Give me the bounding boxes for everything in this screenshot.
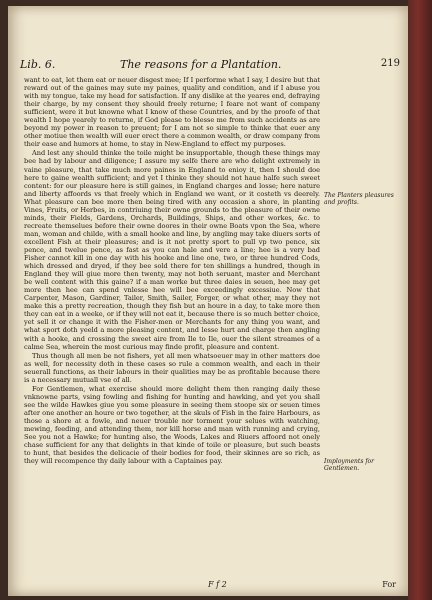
paragraph: Thus though all men be not fishers, yet all men whatsoeuer may in other matters doe as well, for necessity doth in these cases so rule a common wealth, and each in their seuerall functions, as their labours in their qualities may be as profitable because there is a necessary mutuall vse of all. bbox=[24, 351, 320, 384]
book-binding-edge bbox=[408, 0, 432, 600]
signature-mark: F f 2 bbox=[208, 580, 227, 589]
paragraph: For Gentlemen, what exercise should more delight them then ranging daily these vnknowne parts, vsing fowling and fishing for hunting and hawking, and yet you shall see the wilde Hawkes giue you some pleasure in seeing them stoope six or seuen times after one another an houre or two together, at the skuls of Fish in the faire Harbours, as those a shore at a fowle, and neuer trouble nor torment your selues with watching, mewing, feeding, and attending them, nor kill horse and man with running and crying, See you not a Hawke; for hunting also, the Woods, Lakes and Riuers affoord not onely chase sufficient for any that delights in that kinde of toile or pleasure, but such beasts to hunt, that besides the delicacie of their bodies for food, their skinnes are so rich, as they will recompence thy daily labour with a Captaines pay. bbox=[24, 384, 320, 466]
running-header bbox=[20, 58, 400, 74]
paragraph: And lest any should thinke the toile might be insupportable, though these things may bee had by labour and diligence; I assure my selfe there are who delight extremely in vaine pleasure, that take much more paines in England to enioy it, then I should doe here to gaine wealth sufficient; and yet I thinke they should not haue halfe such sweet content: for our pleasure here is still gaines, in England charges and losse; here nature and liberty affoords vs that freely which in England we want, or it costeth vs deerely. What pleasure can bee more then being tired with any occasion a shore, in planting Vines, Fruits, or Herbes, in contriuing their owne grounds to the pleasure of their owne minds, their Fields, Gardens, Orchards, Buildings, Ships, and other workes, &c. to recreate themselues before their owne doores in their owne Boats vpon the Sea, where man, woman and childe, with a small hooke and line, by angling may take diuers sorts of excellent Fish at their pleasures; and is it not pretty sport to pull vp two pence, six pence, and twelue pence, as fast as you can hale and vere a line; hee is a very bad Fisher cannot kill in one day with his hooke and line one, two, or three hundred Cods, which dressed and dryed, if they bee sold there for ten shillings a hundred, though in England they will giue more then twenty, may not both seruant, master and Merchant be well content with this gaine? if a man worke but three daies in seuen, hee may get more then hee can spend vnlesse hee will bee exceedingly excessiue. Now that Carpenter, Mason, Gardiner, Tailer, Smith, Sailer, Forger, or what other, may they not make this a pretty recreation, though they fish but an houre in a day, to take more then they can eat in a weeke, or if they will not eat it, because there is so much better choice, yet sell it or change it with the Fisher-men or Merchants for any thing you want, and what sport doth yeeld a more pleasing content, and lesse hurt and charge then angling with a hooke, and crossing the sweet aire from Ile to Ile, ouer the silent streames of a calme Sea, wherein the most curious may finde profit, pleasure and content. bbox=[24, 149, 320, 351]
book-page bbox=[8, 6, 408, 596]
paragraph: want to eat, let them eat or neuer disgest mee; If I performe what I say, I desire but that reward out of the gaines may sute my paines, quality and condition, and if I abuse you with my tongue, take my head for satisfaction. If any dislike at the yeares end, defraying their charge, by my consent they should freely returne; I feare not want of company sufficient, were it but knowne what I know of these Countries, and by the proofe of that wealth I hope yearely to returne, if God please to blesse me from such accidents as are beyond my power in reason to preuent; for I am not so simple to thinke that euer any other motiue then wealth will euer erect there a common wealth, or draw company from their ease and humors at home, to stay in New-England to effect my purposes. bbox=[24, 76, 320, 149]
page-number: 219 bbox=[380, 58, 400, 69]
margin-note-gentlemen: Imployments for Gentlemen. bbox=[324, 458, 375, 472]
body-text bbox=[24, 76, 320, 568]
catchword: For bbox=[382, 580, 396, 589]
running-title: The reasons for a Plantation. bbox=[120, 58, 282, 71]
book-number: Lib. 6. bbox=[20, 58, 56, 71]
margin-note-pleasures: The Planters pleasures and profits. bbox=[324, 192, 394, 206]
